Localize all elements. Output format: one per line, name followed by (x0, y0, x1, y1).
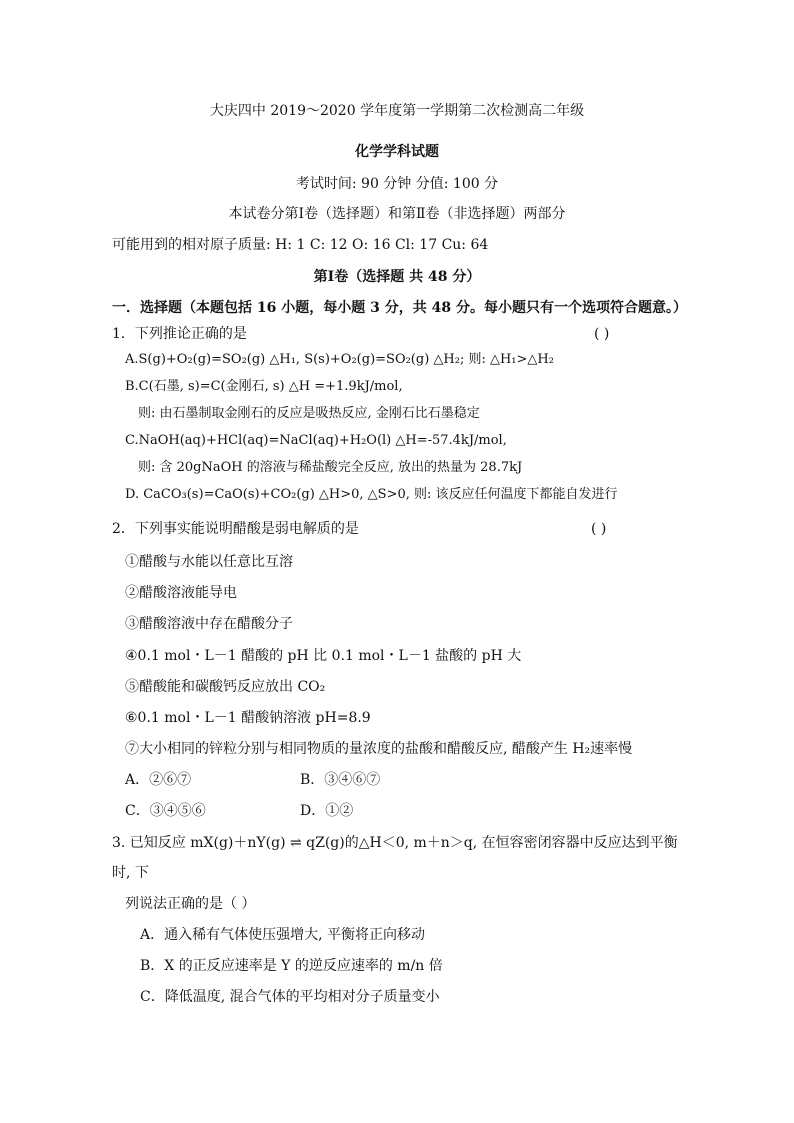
q3-stem: 3. 已知反应 mX(g)＋nY(g) ⇌ qZ(g)的△H＜0, m＋n＞q, 在恒容密闭容器中反应达到平衡 (112, 835, 678, 851)
q2-option-a: A．②⑥⑦ (125, 772, 192, 788)
q2-answer-bracket: ( ) (591, 521, 607, 537)
q2-item: ⑦大小相同的锌粒分别与相同物质的量浓度的盐酸和醋酸反应, 醋酸产生 H₂速率慢 (125, 741, 633, 757)
q3-option-b: B．X 的正反应速率是 Y 的逆反应速率的 m/n 倍 (140, 958, 443, 974)
q2-item: ③醋酸溶液中存在醋酸分子 (125, 616, 293, 632)
q1-option-c-cont: 则: 含 20gNaOH 的溶液与稀盐酸完全反应, 放出的热量为 28.7kJ (138, 460, 523, 475)
q1-option-a: A.S(g)+O₂(g)=SO₂(g) △H₁, S(s)+O₂(g)=SO₂(g) △H₂; 则: △H₁>△H₂ (125, 352, 554, 367)
q1-option-c: C.NaOH(aq)+HCl(aq)=NaCl(aq)+H₂O(l) △H=-57.4kJ/mol, (125, 433, 507, 448)
q2-option-b: B．③④⑥⑦ (300, 772, 381, 788)
part1-title: 第Ⅰ卷（选择题 共 48 分） (313, 269, 481, 285)
q2-item: ④0.1 mol・L－1 醋酸的 pH 比 0.1 mol・L－1 盐酸的 pH 大 (125, 648, 522, 664)
q2-item: ⑥0.1 mol・L－1 醋酸钠溶液 pH=8.9 (125, 710, 371, 726)
q2-stem: 2．下列事实能说明醋酸是弱电解质的是 (112, 521, 359, 537)
q1-option-d: D. CaCO₃(s)=CaO(s)+CO₂(g) △H>0, △S>0, 则: 该反应任何温度下都能自发进行 (125, 487, 618, 502)
q3-stem-cont: 时, 下 (112, 865, 149, 881)
atomic-masses-line: 可能用到的相对原子质量: H: 1 C: 12 O: 16 Cl: 17 Cu: 64 (112, 237, 489, 253)
paper-structure-line: 本试卷分第Ⅰ卷（选择题）和第Ⅱ卷（非选择题）两部分 (228, 206, 566, 222)
school-exam-line: 大庆四中 2019～2020 学年度第一学期第二次检测高二年级 (209, 103, 585, 119)
q3-option-a: A．通入稀有气体使压强增大, 平衡将正向移动 (140, 927, 426, 943)
q2-option-c: C．③④⑤⑥ (125, 803, 206, 819)
q1-stem: 1．下列推论正确的是 (112, 326, 247, 342)
subject-title: 化学学科试题 (355, 144, 439, 160)
section-heading: 一．选择题（本题包括 16 小题，每小题 3 分，共 48 分。每小题只有一个选项符合题意。） (112, 300, 687, 316)
q2-item: ②醋酸溶液能导电 (125, 585, 237, 601)
q1-answer-bracket: ( ) (594, 326, 610, 342)
q3-option-c: C．降低温度, 混合气体的平均相对分子质量变小 (140, 989, 440, 1005)
q3-stem-cont: 列说法正确的是（ ） (125, 896, 256, 912)
q1-option-b-cont: 则: 由石墨制取金刚石的反应是吸热反应, 金刚石比石墨稳定 (138, 406, 480, 421)
q2-item: ⑤醋酸能和碳酸钙反应放出 CO₂ (125, 679, 326, 695)
q2-item: ①醋酸与水能以任意比互溶 (125, 554, 293, 570)
q2-option-d: D．①② (300, 803, 354, 819)
time-score-line: 考试时间: 90 分钟 分值: 100 分 (295, 176, 499, 192)
q1-option-b: B.C(石墨, s)=C(金刚石, s) △H =+1.9kJ/mol, (125, 379, 403, 394)
